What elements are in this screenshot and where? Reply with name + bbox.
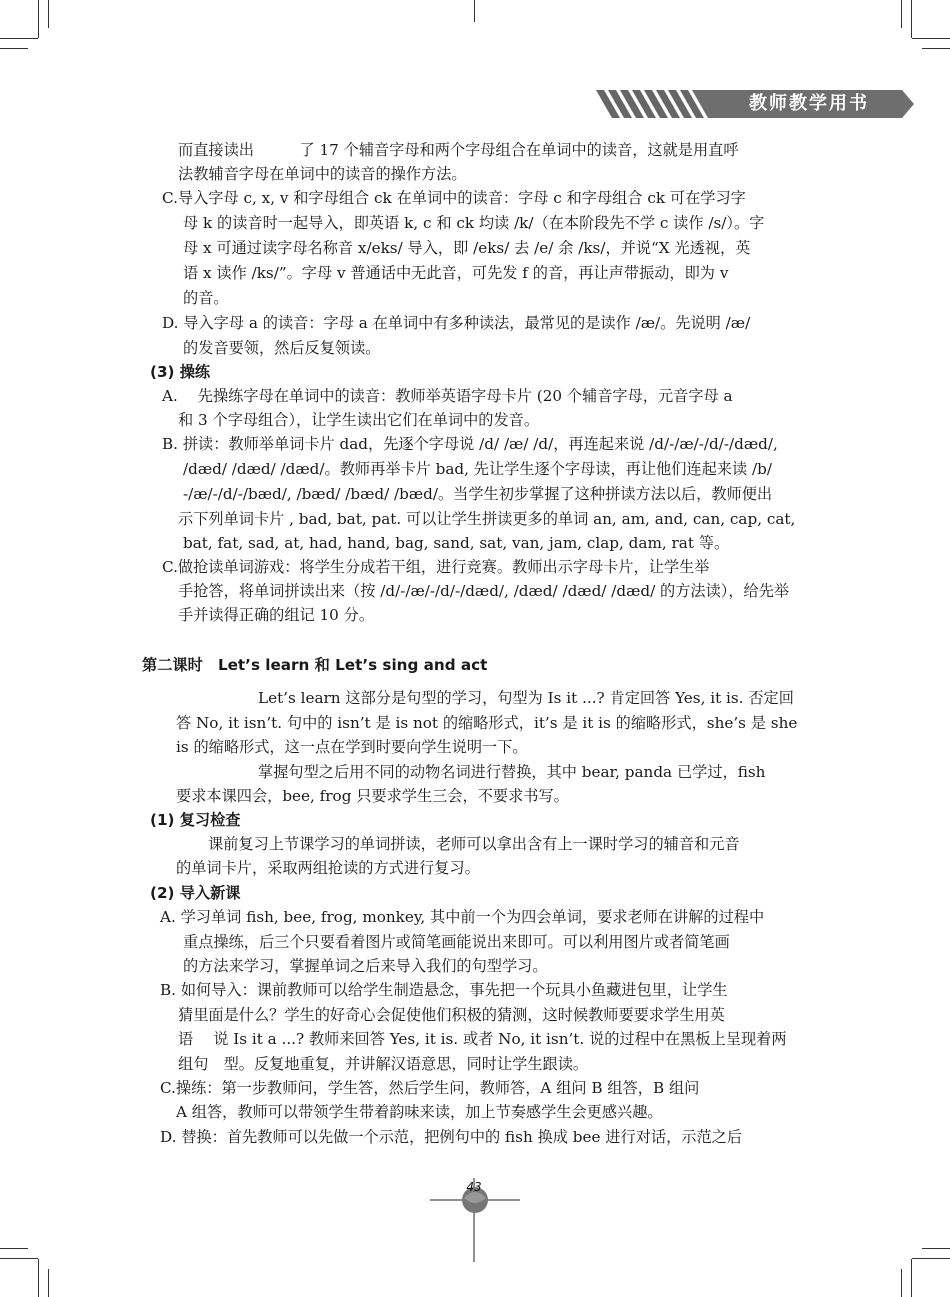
crop-mark xyxy=(38,0,39,38)
text-line: C.导入字母 c, x, v 和字母组合 ck 在单词中的读音：字母 c 和字母组合 ck 可在学习字 xyxy=(162,189,746,207)
crop-mark xyxy=(474,0,475,22)
text-line: 掌握句型之后用不同的动物名词进行替换，其中 bear, panda 已学过，fish xyxy=(258,763,766,781)
text-line: 语 x 读作 /ks/”。字母 v 普通话中无此音，可先发 f 的音，再让声带振动，即为 v xyxy=(183,264,729,282)
text-line: 猜里面是什么？学生的好奇心会促使他们积极的猜测，这时候教师要要求学生用英 xyxy=(178,1006,725,1024)
text-line: 手并读得正确的组记 10 分。 xyxy=(178,606,375,624)
text-line: C.操练：第一步教师问，学生答，然后学生问，教师答，A 组问 B 组答，B 组问 xyxy=(160,1079,700,1097)
text-line: /dæd/ /dæd/ /dæd/。教师再举卡片 bad, 先让学生逐个字母读，再让他们连起来读 /b/ xyxy=(183,460,772,478)
crop-mark xyxy=(0,1258,38,1259)
text-line: A 组答，教师可以带领学生带着韵味来读，加上节奏感学生会更感兴趣。 xyxy=(176,1103,663,1121)
section-heading: (1) 复习检查 xyxy=(150,811,241,829)
text-line: 语 说 Is it a ...? 教师来回答 Yes, it is. 或者 No, it isn’t. 说的过程中在黑板上呈现着两 xyxy=(178,1030,787,1048)
section-heading: (3) 操练 xyxy=(150,363,211,381)
crop-mark xyxy=(38,1259,39,1297)
crop-mark xyxy=(922,48,950,49)
text-line: 的音。 xyxy=(183,289,229,307)
text-line: B. 如何导入：课前教师可以给学生制造悬念，事先把一个玩具小鱼藏进包里，让学生 xyxy=(160,981,728,999)
text-line: 组句 型。反复地重复，并讲解汉语意思，同时让学生跟读。 xyxy=(178,1055,589,1073)
text-line: 的单词卡片，采取两组抢读的方式进行复习。 xyxy=(176,859,480,877)
crop-mark xyxy=(0,1248,28,1249)
text-line: 法教辅音字母在单词中的读音的操作方法。 xyxy=(178,165,467,183)
text-line: 课前复习上节课学习的单词拼读，老师可以拿出含有上一课时学习的辅音和元音 xyxy=(208,835,740,853)
crop-mark xyxy=(901,1269,902,1297)
text-line: 的方法来学习，掌握单词之后来导入我们的句型学习。 xyxy=(183,957,548,975)
text-line: 重点操练，后三个只要看着图片或简笔画能说出来即可。可以利用图片或者简笔画 xyxy=(183,933,730,951)
lesson-heading: 第二课时 Let’s learn 和 Let’s sing and act xyxy=(142,656,488,674)
crop-mark xyxy=(48,0,49,28)
crop-mark xyxy=(901,0,902,28)
text-line: 母 k 的读音时一起导入，即英语 k, c 和 ck 均读 /k/（在本阶段先不学 c 读作 /s/）。字 xyxy=(183,214,765,232)
crop-mark xyxy=(922,1248,950,1249)
text-line: 要求本课四会，bee, frog 只要求学生三会，不要求书写。 xyxy=(176,787,569,805)
text-line: -/æ/-/d/-/bæd/, /bæd/ /bæd/ /bæd/。当学生初步掌握了这种拼读方法以后，教师便出 xyxy=(183,485,773,503)
text-line: bat, fat, sad, at, had, hand, bag, sand, sat, van, jam, clap, dam, rat 等。 xyxy=(183,534,730,552)
text-line: Let’s learn 这部分是句型的学习，句型为 Is it ...? 肯定回答 Yes, it is. 否定回 xyxy=(258,689,794,707)
text-line: 的发音要领，然后反复领读。 xyxy=(183,339,381,357)
text-line: D. 导入字母 a 的读音：字母 a 在单词中有多种读法，最常见的是读作 /æ/。先说明 /æ/ xyxy=(162,314,751,332)
header-title: 教师教学用书 xyxy=(749,93,869,114)
text-line: C.做抢读单词游戏：将学生分成若干组，进行竞赛。教师出示字母卡片，让学生举 xyxy=(162,558,710,576)
header-banner xyxy=(596,90,914,118)
crop-mark xyxy=(0,38,38,39)
text-line: D. 替换：首先教师可以先做一个示范，把例句中的 fish 换成 bee 进行对话，示范之后 xyxy=(160,1128,743,1146)
crop-mark xyxy=(912,1258,950,1259)
text-line: 答 No, it isn’t. 句中的 isn’t 是 is not 的缩略形式，it’s 是 it is 的缩略形式，she’s 是 she xyxy=(176,714,798,732)
text-line: A. 先操练字母在单词中的读音：教师举英语字母卡片 (20 个辅音字母，元音字母 a xyxy=(162,387,733,405)
crop-mark xyxy=(0,48,28,49)
text-line: 和 3 个字母组合），让学生读出它们在单词中的发音。 xyxy=(178,411,540,429)
text-line: 而直接读出 了 17 个辅音字母和两个字母组合在单词中的读音，这就是用直呼 xyxy=(178,141,739,159)
crop-mark xyxy=(911,0,912,38)
text-line: is 的缩略形式，这一点在学到时要向学生说明一下。 xyxy=(176,738,528,756)
text-line: B. 拼读：教师举单词卡片 dad，先逐个字母说 /d/ /æ/ /d/，再连起来说 /d/-/æ/-/d/-/dæd/, xyxy=(162,435,778,453)
text-line: 示下列单词卡片 , bad, bat, pat. 可以让学生拼读更多的单词 an, am, and, can, cap, cat, xyxy=(178,510,796,528)
crop-mark xyxy=(911,1259,912,1297)
section-heading: (2) 导入新课 xyxy=(150,884,241,902)
crop-mark xyxy=(912,38,950,39)
page-number: 43 xyxy=(466,1180,482,1194)
crop-mark xyxy=(48,1269,49,1297)
text-line: 手抢答，将单词拼读出来（按 /d/-/æ/-/d/-/dæd/, /dæd/ /dæd/ /dæd/ 的方法读），给先举 xyxy=(178,582,790,600)
text-line: 母 x 可通过读字母名称音 x/eks/ 导入，即 /eks/ 去 /e/ 余 /ks/，并说“X 光透视，英 xyxy=(183,239,751,257)
text-line: A. 学习单词 fish, bee, frog, monkey, 其中前一个为四会单词，要求老师在讲解的过程中 xyxy=(160,908,765,926)
